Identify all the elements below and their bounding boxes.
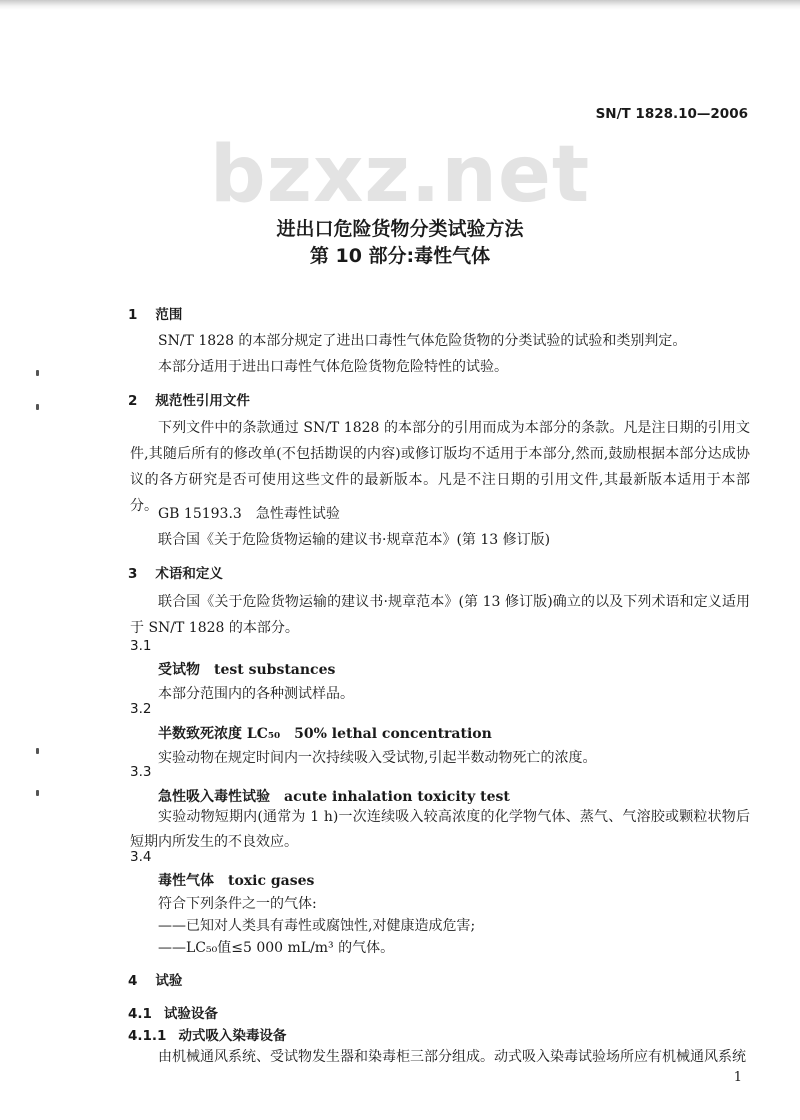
section-1-paragraph-1: SN/T 1828 的本部分规定了进出口毒性气体危险货物的分类试验的试验和类别判定。: [158, 333, 687, 349]
term-definition: 实验动物短期内(通常为 1 h)一次连续吸入较高浓度的化学物气体、蒸气、气溶胶或颗粒状物后短期内所发生的不良效应。: [130, 809, 750, 850]
term-title: 受试物 test substances: [158, 662, 336, 678]
section-number: 4: [128, 973, 138, 989]
reference-2: 联合国《关于危险货物运输的建议书·规章范本》(第 13 修订版): [158, 532, 551, 548]
document-subtitle: 第 10 部分:毒性气体: [309, 245, 491, 267]
section-title: 术语和定义: [155, 566, 223, 582]
term-title: 半数致死浓度 LC₅₀ 50% lethal concentration: [158, 726, 492, 742]
section-number: 2: [128, 393, 138, 409]
section-2-heading: [128, 389, 250, 409]
subsection-title: 动式吸入染毒设备: [178, 1028, 287, 1044]
term-number: 3.1: [130, 638, 152, 654]
section-title: 试验: [155, 973, 183, 989]
term-number: 3.4: [130, 849, 152, 865]
term-definition: 本部分范围内的各种测试样品。: [158, 686, 354, 702]
section-title: 规范性引用文件: [155, 393, 250, 409]
subsection-heading: [128, 1002, 218, 1022]
watermark: bzxz.net: [209, 130, 591, 220]
section-title: 范围: [155, 307, 183, 323]
section-1-paragraph-2: 本部分适用于进出口毒性气体危险货物危险特性的试验。: [158, 359, 508, 375]
term-number: 3.3: [130, 764, 152, 780]
section-number: 1: [128, 307, 138, 323]
standard-code: SN/T 1828.10—2006: [595, 106, 748, 122]
reference-1: GB 15193.3 急性毒性试验: [158, 506, 340, 522]
subsection-title: 试验设备: [163, 1006, 218, 1022]
subsubsection-heading: [128, 1024, 286, 1044]
margin-mark: [36, 404, 39, 410]
margin-mark: [36, 790, 39, 796]
scan-edge: [0, 0, 800, 10]
margin-mark: [36, 370, 39, 376]
subsection-number: 4.1.1: [128, 1028, 167, 1044]
margin-mark: [36, 748, 39, 754]
page-number: 1: [733, 1070, 742, 1085]
section-1-heading: [128, 303, 182, 323]
document-title: 进出口危险货物分类试验方法: [276, 218, 524, 240]
term-number: 3.2: [130, 701, 152, 717]
term-title: 毒性气体 toxic gases: [158, 873, 315, 889]
term-list-item: ——LC₅₀值≤5 000 mL/m³ 的气体。: [158, 940, 395, 956]
subsection-number: 4.1: [128, 1006, 152, 1022]
section-2-paragraph: 下列文件中的条款通过 SN/T 1828 的本部分的引用而成为本部分的条款。凡是注日期的引用文件,其随后所有的修改单(不包括勘误的内容)或修订版均不适用于本部分,然而,鼓励根据本部分达成协议的各方研究是否可使用这些文件的最新版本。凡是不注日期的引用文件,其最新版本适用于本部分。: [130, 420, 750, 514]
section-number: 3: [128, 566, 138, 582]
section-4-paragraph: 由机械通风系统、受试物发生器和染毒柜三部分组成。动式吸入染毒试验场所应有机械通风系统: [158, 1049, 746, 1065]
term-definition: 符合下列条件之一的气体:: [158, 896, 317, 912]
term-title: 急性吸入毒性试验 acute inhalation toxicity test: [158, 789, 510, 805]
term-list-item: ——已知对人类具有毒性或腐蚀性,对健康造成危害;: [158, 918, 476, 934]
section-3-heading: [128, 562, 223, 582]
section-3-paragraph: 联合国《关于危险货物运输的建议书·规章范本》(第 13 修订版)确立的以及下列术语和定义适用于 SN/T 1828 的本部分。: [130, 594, 750, 636]
section-4-heading: [128, 969, 182, 989]
term-definition: 实验动物在规定时间内一次持续吸入受试物,引起半数动物死亡的浓度。: [158, 750, 597, 766]
